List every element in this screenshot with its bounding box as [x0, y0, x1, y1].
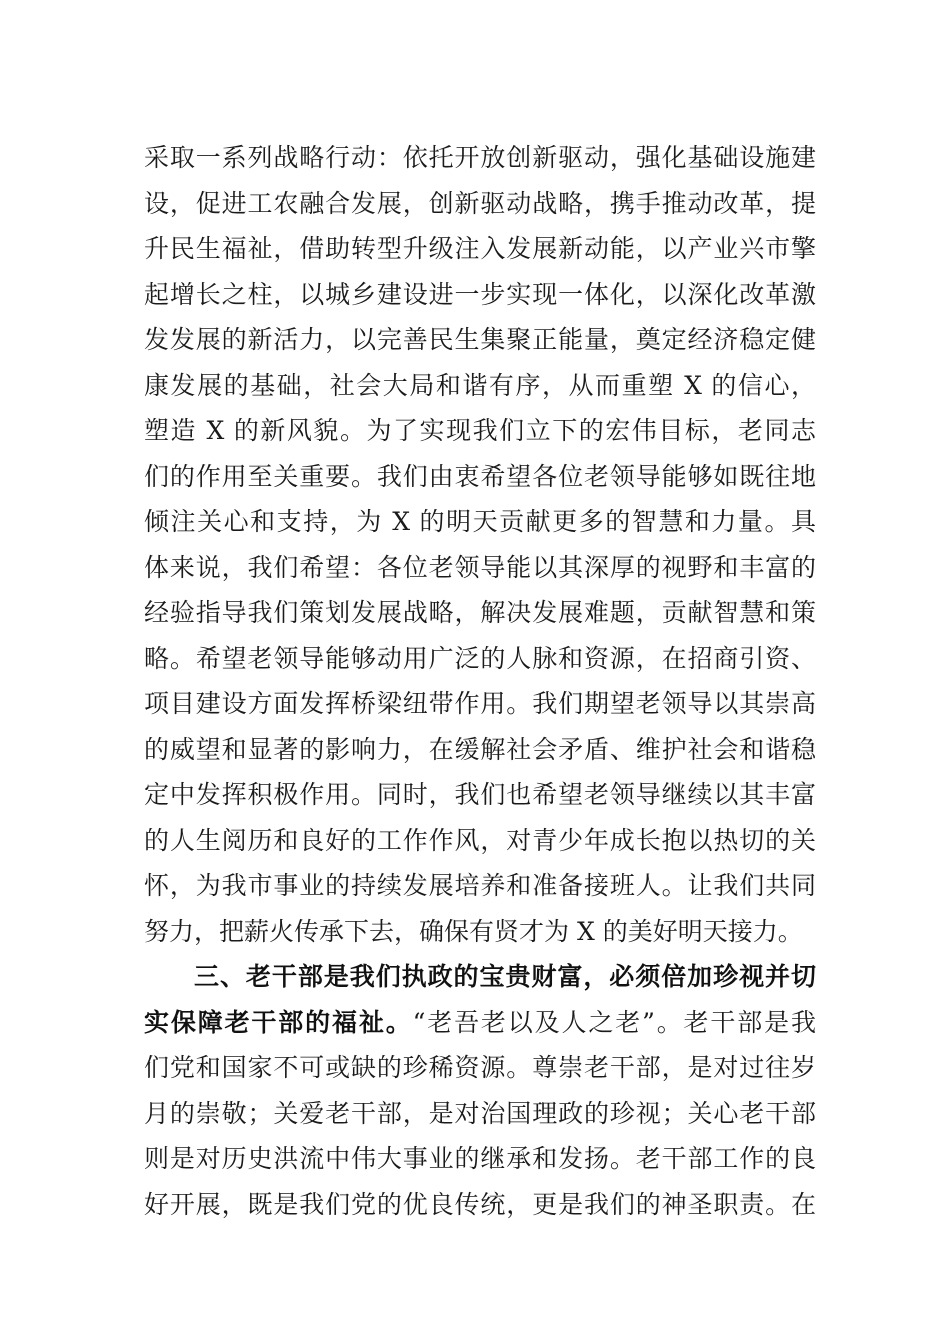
section-heading: 三、老干部是我们执政的宝贵财富，必须倍加珍视并切 [194, 962, 816, 991]
text-line: 努力，把薪火传承下去，确保有贤才为 X 的美好明天接力。 [144, 916, 803, 946]
heading-continuation-line [144, 1000, 816, 1046]
quotation-text: “老吾老以及人之老”。老干部是我 [412, 1007, 816, 1037]
text-line: 怀，为我市事业的持续发展培养和准备接班人。让我们共同 [144, 871, 816, 900]
text-line: 们党和国家不可或缺的珍稀资源。尊崇老干部，是对过往岁 [144, 1053, 816, 1082]
text-line: 康发展的基础，社会大局和谐有序，从而重塑 X 的信心， [144, 370, 816, 400]
text-line: 经验指导我们策划发展战略，解决发展难题，贡献智慧和策 [144, 598, 816, 627]
text-line: 起增长之柱，以城乡建设进一步实现一体化，以深化改革激 [144, 279, 816, 309]
paragraph-1 [144, 135, 816, 954]
text-line: 项目建设方面发挥桥梁纽带作用。我们期望老领导以其崇高 [144, 689, 816, 718]
text-line: 定中发挥积极作用。同时，我们也希望老领导继续以其丰富 [144, 780, 816, 809]
text-line: 采取一系列战略行动：依托开放创新驱动，强化基础设施建 [144, 143, 816, 172]
body-text [144, 135, 816, 1227]
text-line: 塑造 X 的新风貌。为了实现我们立下的宏伟目标，老同志 [144, 416, 816, 445]
text-line: 的威望和显著的影响力，在缓解社会矛盾、维护社会和谐稳 [144, 734, 816, 764]
text-line: 体来说，我们希望：各位老领导能以其深厚的视野和丰富的 [144, 552, 816, 582]
text-line: 略。希望老领导能够动用广泛的人脉和资源，在招商引资、 [144, 643, 816, 673]
text-line: 则是对历史洪流中伟大事业的继承和发扬。老干部工作的良 [144, 1144, 816, 1173]
text-line: 倾注关心和支持，为 X 的明天贡献更多的智慧和力量。具 [144, 507, 816, 536]
paragraph-2 [144, 954, 816, 1227]
text-line: 月的崇敬；关爱老干部，是对治国理政的珍视；关心老干部 [144, 1098, 816, 1128]
text-line: 好开展，既是我们党的优良传统，更是我们的神圣职责。在 [144, 1189, 816, 1219]
text-line: 发发展的新活力，以完善民生集聚正能量，奠定经济稳定健 [144, 325, 816, 354]
text-line: 升民生福祉，借助转型升级注入发展新动能，以产业兴市擎 [144, 234, 816, 263]
text-line: 们的作用至关重要。我们由衷希望各位老领导能够如既往地 [144, 461, 816, 491]
text-line: 设，促进工农融合发展，创新驱动战略，携手推动改革，提 [144, 188, 816, 218]
section-heading-end: 实保障老干部的福祉。 [144, 1007, 413, 1037]
text-line: 的人生阅历和良好的工作作风，对青少年成长抱以热切的关 [144, 825, 816, 855]
